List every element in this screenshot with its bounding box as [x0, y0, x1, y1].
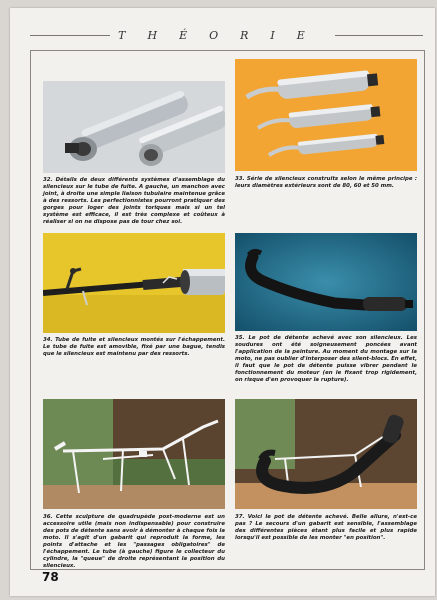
photo-silencer-joints [43, 81, 225, 173]
caption-text: Tube de fuite et silencieux montés sur l'échappement. Le tube de fuite est amovible, fixé par une bague, tendis que le silencieux est maintenu par des ressorts. [43, 337, 225, 357]
content-frame [30, 50, 425, 570]
caption-number: 34. [43, 337, 53, 343]
caption-37 [235, 514, 417, 542]
photo-jig-frame [43, 399, 225, 509]
page-header [10, 28, 435, 42]
caption-number: 33. [235, 176, 245, 182]
caption-35 [235, 335, 417, 384]
caption-text: Voici le pot de détente achevé. Belle allure, n'est-ce pas ? Le secours d'un gabarit est sensible, l'assemblage des différentes pièces étant plus facile et plus rapide lorsqu'il est possible de les monter "en position". [235, 514, 417, 541]
caption-text: Détails de deux différents systèmes d'assemblage du silencieux sur le tube de fuite. A gauche, un manchon avec joint, à droite une simple liaison tubulaire maintenue grâce à des ressorts. Les perfectionnistes pourront pratiquer des gorges pour loger des joints toriques mais si un tel système est efficace, il est très complexe et coûteux à réaliser si on ne dispose pas de tour chez soi. [43, 177, 225, 225]
caption-34 [43, 337, 225, 358]
caption-text: Le pot de détente achevé avec son silencieux. Les soudures ont été soigneusement poncées avant l'application de la peinture. Au moment du montage sur la moto, ne pas oublier d'interposer des silent-blocs. En effet, il faut que le pot de détente puisse vibrer pendant le fonctionnement du moteur (en le fixant trop rigidement, on risque d'en provoquer la rupture). [235, 335, 417, 383]
caption-text: Cette sculpture de quadrupède post-moderne est un accessoire utile (mais non indispensable) pour construire des pots de détente sans avoir à démonter à chaque fois la moto. Il s'agit d'un gabarit qui reproduit la forme, les points d'attache et les "passages obligatoires" de l'échappement. Le tube (à gauche) figure le collecteur du cylindre, la "queue" de droite représentant la position du silencieux. [43, 514, 225, 569]
caption-36 [43, 514, 225, 570]
photo-exhaust-mounted [43, 233, 225, 333]
caption-32 [43, 177, 225, 226]
photo-silencer-series [235, 59, 417, 171]
figure-36 [43, 399, 225, 567]
caption-number: 35. [235, 335, 245, 341]
figure-34 [43, 233, 225, 393]
figure-37 [235, 399, 417, 567]
page-number: 78 [42, 570, 59, 584]
figure-33 [235, 59, 417, 229]
caption-33 [235, 176, 417, 190]
caption-text: Série de silencieux construits selon le même principe : leurs diamètres extérieurs sont de 80, 60 et 50 mm. [235, 176, 417, 189]
figure-32 [43, 81, 225, 231]
magazine-page [10, 8, 435, 596]
photo-finished-pipe-blue [235, 233, 417, 331]
caption-number: 36. [43, 514, 53, 520]
photo-pipe-on-jig [235, 399, 417, 509]
caption-number: 32. [43, 177, 53, 183]
caption-number: 37. [235, 514, 245, 520]
figure-35 [235, 233, 417, 403]
section-title: THÉORIE [110, 29, 335, 42]
